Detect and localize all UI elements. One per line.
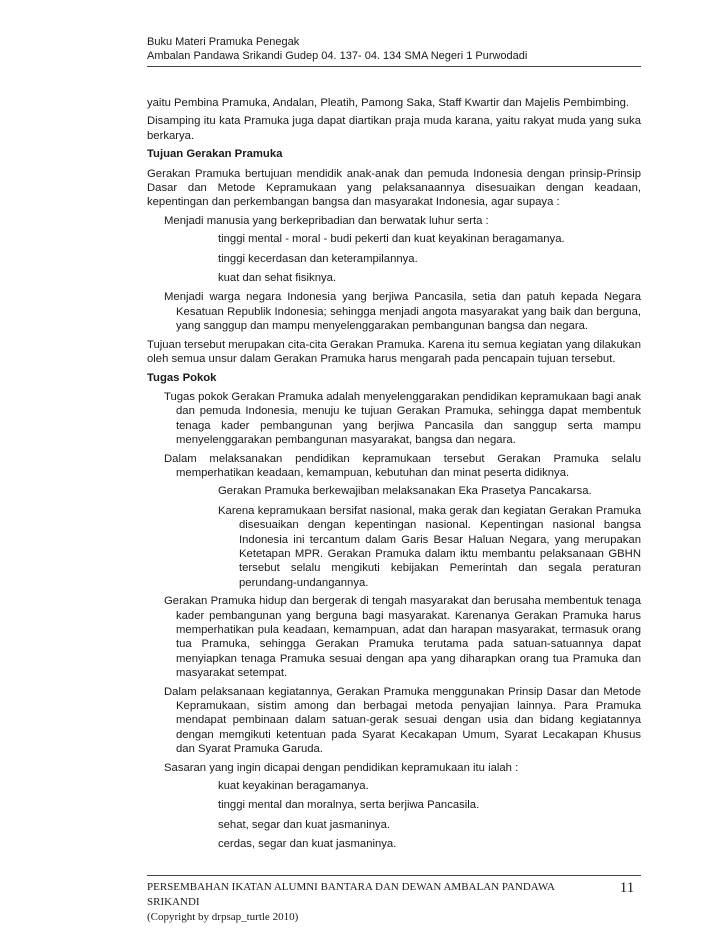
sub-list-item: kuat dan sehat fisiknya. bbox=[218, 272, 337, 285]
section-heading-tujuan: Tujuan Gerakan Pramuka bbox=[147, 148, 283, 161]
sub-list-item: sehat, segar dan kuat jasmaninya. bbox=[218, 818, 391, 831]
section-heading-tugas-pokok: Tugas Pokok bbox=[147, 371, 217, 384]
footer-copyright: (Copyright by drpsap_turtle 2010) bbox=[147, 911, 299, 923]
list-item: Sasaran yang ingin dicapai dengan pendidikan kepramukaan itu ialah : bbox=[164, 761, 519, 774]
page-number: 11 bbox=[619, 880, 635, 896]
sub-list-item: kuat keyakinan beragamanya. bbox=[218, 780, 369, 793]
header-organization: Ambalan Pandawa Srikandi Gudep 04. 137- 04. 134 SMA Negeri 1 Purwodadi bbox=[147, 50, 528, 62]
page-content bbox=[147, 96, 641, 857]
sub-list-item: tinggi kecerdasan dan keterampilannya. bbox=[218, 252, 418, 265]
paragraph: Gerakan Pramuka bertujuan mendidik anak-anak dan pemuda Indonesia dengan prinsip-Prinsip Dasar dan Metode Kepramukaan yang pelaksanaannya disesuaikan dengan keadaan, kepentingan dan perkembangan bangsa dan masyarakat Indonesia, agar supaya : bbox=[147, 167, 641, 209]
list-item: Menjadi manusia yang berkepribadian dan berwatak luhur serta : bbox=[164, 214, 489, 227]
footer-divider bbox=[147, 875, 641, 876]
header-divider bbox=[147, 66, 641, 67]
list-item: Menjadi warga negara Indonesia yang berjiwa Pancasila, setia dan patuh kepada Negara Kesatuan Republik Indonesia; sehingga menjadi angota masyarakat yang baik dan berguna, yang sanggup dan mampu menyelenggarakan pembangunan bangsa dan negara. bbox=[164, 291, 641, 333]
paragraph: Tujuan tersebut merupakan cita-cita Gerakan Pramuka. Karena itu semua kegiatan yang dilakukan oleh semua unsur dalam Gerakan Pramuka harus mengarah pada pencapain tujuan tersebut. bbox=[147, 338, 641, 366]
header-book-title: Buku Materi Pramuka Penegak bbox=[147, 36, 300, 48]
sub-list-item: tinggi mental dan moralnya, serta berjiwa Pancasila. bbox=[218, 799, 480, 812]
page-header bbox=[147, 35, 641, 63]
list-item: Tugas pokok Gerakan Pramuka adalah menyelenggarakan pendidikan kepramukaan bagi anak dan pemuda Indonesia, menuju ke tujuan Gerakan Pramuka, sehingga dapat membentuk tenaga kader pembangunan yang berjiwa Pancasila dan sanggup serta mampu menyelenggarakan pembangunan masyarakat, bangsa dan negara. bbox=[164, 390, 641, 447]
list-item: Dalam melaksanakan pendidikan kepramukaan tersebut Gerakan Pramuka selalu memperhatikan keadaan, kemampuan, kebutuhan dan minat peserta didiknya. bbox=[164, 452, 641, 479]
paragraph: Disamping itu kata Pramuka juga dapat diartikan praja muda karana, yaitu rakyat muda yang suka berkarya. bbox=[147, 115, 641, 142]
footer-dedication: PERSEMBAHAN IKATAN ALUMNI BANTARA DAN DEWAN AMBALAN PANDAWA SRIKANDI bbox=[147, 881, 555, 908]
sub-list-item: cerdas, segar dan kuat jasmaninya. bbox=[218, 838, 397, 851]
sub-list-item: Gerakan Pramuka berkewajiban melaksanakan Eka Prasetya Pancakarsa. bbox=[218, 485, 592, 498]
sub-list-item: tinggi mental - moral - budi pekerti dan kuat keyakinan beragamanya. bbox=[218, 233, 565, 246]
paragraph: yaitu Pembina Pramuka, Andalan, Pleatih, Pamong Saka, Staff Kwartir dan Majelis Pembimbing. bbox=[147, 97, 630, 109]
page-footer bbox=[147, 880, 607, 925]
sub-list-item: Karena kepramukaan bersifat nasional, maka gerak dan kegiatan Gerakan Pramuka disesuaikan dengan kepentingan nasional. Kepentingan nasional bangsa Indonesia ini tercantum dalam Garis Besar Haluan Negara, yang merupakan Ketetapan MPR. Gerakan Pramuka dalam iktu membantu pelaksanaan GBHN tersebut selalu mengikuti kebijakan Pemerintah dan segala peraturan perundang-undangannya. bbox=[218, 504, 641, 589]
list-item: Dalam pelaksanaan kegiatannya, Gerakan Pramuka menggunakan Prinsip Dasar dan Metode Kepramukaan, sistim among dan berbagai metoda penyajian lainnya. Para Pramuka mendapat pembinaan dalam satuan-gerak sesuai dengan usia dan bidang kegiatannya dengan memgikuti ketentuan pada Syarat Kecakapan Umum, Syarat Lecakapan Khusus dan Syarat Pramuka Garuda. bbox=[164, 685, 641, 756]
list-item: Gerakan Pramuka hidup dan bergerak di tengah masyarakat dan berusaha membentuk tenaga kader pembangunan yang berguna bagi masyarakat. Karenanya Gerakan Pramuka harus memperhatikan pula keadaan, kemampuan, adat dan harapan masyarakat, termasuk orang tua Pramuka, sehingga Gerakan Pramuka terutama pada satuan-satuannya dapat menyiapkan tenaga Pramuka sesuai dengan apa yang diharapkan orang tua Pramuka dan masyarakat setempat. bbox=[164, 595, 641, 680]
